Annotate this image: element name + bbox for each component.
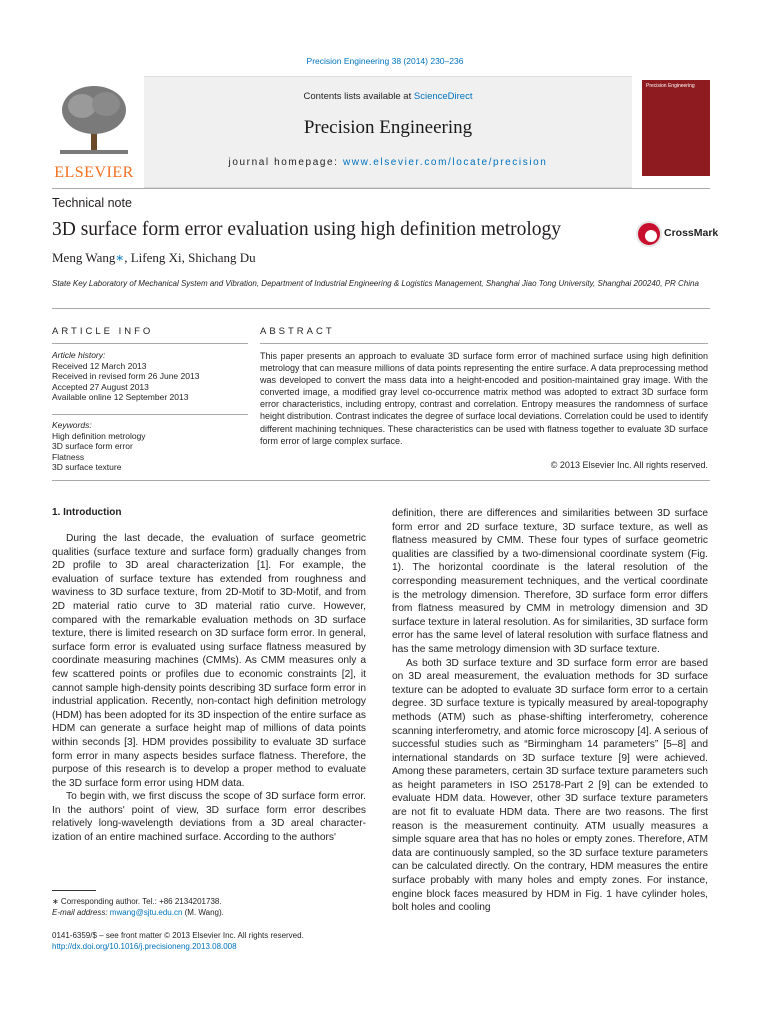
abstract-heading: ABSTRACT	[260, 326, 335, 337]
divider	[52, 414, 248, 415]
article-history	[52, 350, 248, 403]
crossmark-button[interactable]	[636, 219, 719, 251]
journal-citation[interactable]: Precision Engineering 38 (2014) 230–236	[306, 56, 464, 66]
contents-line	[144, 91, 632, 102]
email-link[interactable]: mwang@sjtu.edu.cn	[109, 908, 183, 917]
crossmark-label: CrossMark	[664, 227, 719, 239]
affiliation: State Key Laboratory of Mechanical System and Vibration, Department of Industrial Engineering & Logistics Management, Shanghai Jiao Tong University, Shanghai 200240, PR China	[52, 279, 699, 288]
journal-name: Precision Engineering	[303, 117, 473, 138]
article-info-heading: ARTICLE INFO	[52, 326, 154, 337]
journal-banner	[144, 76, 632, 188]
contents-prefix: Contents lists available at	[303, 91, 414, 102]
keyword: Flatness	[52, 451, 85, 462]
keyword: High definition metrology	[52, 430, 146, 441]
elsevier-logo[interactable]	[52, 76, 136, 186]
article-title: 3D surface form error evaluation using high definition metrology	[52, 219, 562, 240]
divider	[52, 343, 248, 344]
keywords	[52, 420, 248, 473]
footnote-rule	[52, 890, 96, 891]
keyword: 3D surface texture	[52, 462, 122, 472]
history-item: Received 12 March 2013	[52, 360, 147, 371]
divider	[52, 188, 710, 189]
section-1-heading: 1. Introduction	[52, 507, 122, 518]
elsevier-wordmark: ELSEVIER	[54, 164, 134, 181]
authors-rest: , Lifeng Xi, Shichang Du	[124, 250, 256, 265]
author-first: Meng Wang	[52, 250, 116, 265]
history-item: Received in revised form 26 June 2013	[52, 371, 200, 381]
paragraph: As both 3D surface texture and 3D surface form error are based on 3D areal measurement, the evaluation methods for 3D surface texture can be adopted to evaluate 3D surface form error to a certain degree. 3D surface texture is typically measured by areal-topography methods (ATM) such as phase-shifting interferometry, coherence scanning interferometry, and atomic force microscopy [4]. A serious of successful studies such as “Birmingham 14 parameters” [5–8] and international standards on 3D surface texture [9] were achieved. Among these parameters, certain 3D surface texture parameters such as height parameters in ISO 25178-Part 2 [9] can be extended to evaluate HDM data. However, other 3D surface texture parameters are not fit to evaluate HDM data. There are two reasons. The first reason is the measurement continuity. ATM usually measures a simple square area that has no holes or empty zones. Therefore, ATM data are continuously sampled, so the 3D surface texture parameters can be calculated directly. On the contrary, HDM measures the entire surface probably with many holes and empty zones. For instance, engine block faces measured by HDM in Fig. 1 have cylinder holes, bolt holes and cooling	[392, 657, 708, 914]
homepage-link[interactable]: www.elsevier.com/locate/precision	[342, 157, 548, 168]
doi-link[interactable]: http://dx.doi.org/10.1016/j.precisioneng.2013.08.008	[52, 942, 237, 951]
paragraph: To begin with, we first discuss the scope of 3D surface form error. In the authors' point of view, 3D surface form error describes relatively long-wavelength deviations from a 3D areal character-ization of an entire machined surface. According to the authors'	[52, 791, 366, 844]
elsevier-tree-logo-icon	[56, 80, 132, 160]
history-item: Accepted 27 August 2013	[52, 381, 149, 392]
email-line	[52, 907, 382, 918]
keywords-label: Keywords:	[52, 420, 92, 430]
homepage-prefix: journal homepage:	[228, 157, 343, 168]
cover-title: Precision Engineering	[646, 83, 695, 89]
journal-cover-thumbnail-icon[interactable]	[642, 80, 710, 176]
keyword: 3D surface form error	[52, 441, 133, 451]
divider	[52, 480, 710, 481]
masthead	[52, 76, 710, 186]
history-label: Article history:	[52, 350, 106, 360]
right-column	[392, 507, 708, 915]
corresponding-author-mark[interactable]: ∗	[115, 250, 125, 265]
left-column	[52, 532, 366, 845]
article-type: Technical note	[52, 196, 132, 210]
divider	[260, 343, 708, 344]
corresponding-author-note: ∗ Corresponding author. Tel.: +86 2134201738.	[52, 897, 222, 906]
crossmark-icon	[636, 221, 662, 247]
email-suffix: (M. Wang).	[182, 908, 224, 917]
journal-homepage	[144, 157, 632, 168]
abstract-copyright: © 2013 Elsevier Inc. All rights reserved.	[550, 460, 708, 470]
front-matter	[52, 930, 382, 952]
sciencedirect-link[interactable]: ScienceDirect	[413, 91, 473, 102]
authors	[52, 250, 256, 266]
divider	[52, 308, 710, 309]
footnote	[52, 896, 382, 918]
issn-line: 0141-6359/$ – see front matter © 2013 Elsevier Inc. All rights reserved.	[52, 931, 304, 940]
history-item: Available online 12 September 2013	[52, 392, 189, 402]
paragraph: During the last decade, the evaluation of surface geometric qualities (surface texture and surface form) gradually changes from 2D profile to 3D areal characterization [1]. For example, the evaluation of surface texture has extended from roughness and waviness to 3D surface texture, from 2D-Motif to 3D-Motif, and from 2D material ratio curve to 3D material ratio curve. However, compared with the remarkable evaluation methods on 3D surface texture, there is limited research on 3D surface form error. In general, surface form error is evaluated using surface flatness measured by coordinate measuring machines (CMMs). As CMM measures only a few scattered points or profiles due to economic constraints [2], it cannot sample high-density points describing 3D surface form error in industrial application. Recently, non-contact high definition metrology (HDM) has been adopted for its 3D inspection of the entire surface as HDM can generate a surface height map of millions of data points within seconds [3]. HDM provides possibility to evaluate 3D surface form error in many aspects besides surface flatness. Therefore, the purpose of this research is to develop a proper method to evaluate the 3D surface form error using HDM data.	[52, 533, 366, 789]
paragraph: definition, there are differences and similarities between 3D surface form error and 2D surface texture, 3D surface texture, as well as flatness measured by CMM. These four types of surface geometric qualities are classified by a two-dimensional coordinate system (Fig. 1). The horizontal coordinate is the lateral resolution of the corresponding measurement techniques, and the vertical coordinate is the metrology dimension. Therefore, 3D surface form error differs from flatness measured by CMM in metrology dimension and 3D surface texture in lateral resolution. As for similarities, 3D surface form error has the same level of lateral resolution with surface flatness and has the same metrology dimension with 3D surface texture.	[392, 508, 708, 655]
abstract-text: This paper presents an approach to evaluate 3D surface form error of machined surface using high definition metrology that can measure millions of data points representing the entire surface. A data preprocessing method was developed to convert the mass data into a height-encoded and position-maintained gray image. With the converted image, a modified gray level co-occurrence matrix method was adopted to extract 3D surface form error characteristics, including entropy, contrast and correlation. Entropy measures the randomness of surface height distribution. Contrast indicates the degree of surface local deviations. Correlation could be used to identify different machining techniques. These characteristics can be used with flatness together to evaluate 3D surface form error of large complex surface.	[260, 351, 708, 446]
email-label: E-mail address:	[52, 908, 110, 917]
